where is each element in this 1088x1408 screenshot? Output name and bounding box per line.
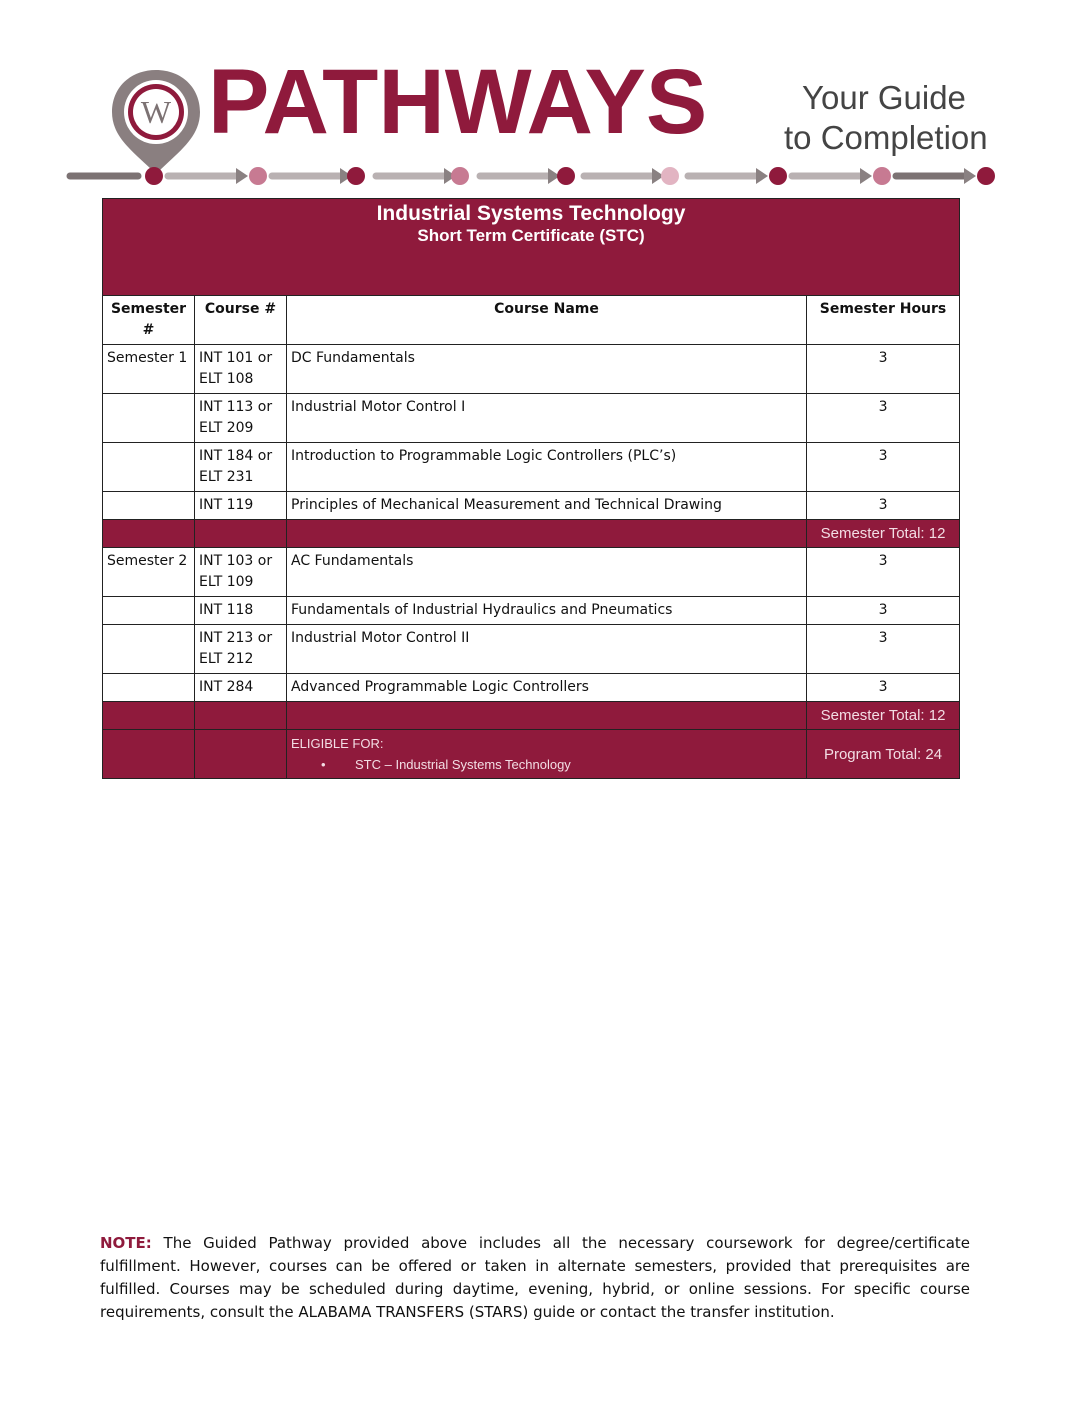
table-row: [103, 674, 960, 702]
course-number: INT 119: [195, 492, 287, 520]
semester-label-empty: [103, 492, 195, 520]
semester-total-row: [103, 520, 960, 548]
note-paragraph: [100, 1232, 970, 1324]
course-name: Introduction to Programmable Logic Controllers (PLC’s): [287, 443, 807, 492]
course-name: Industrial Motor Control II: [287, 625, 807, 674]
course-hours: 3: [807, 548, 960, 597]
course-number: INT 103 or ELT 109: [195, 548, 287, 597]
table-row: [103, 443, 960, 492]
course-hours: 3: [807, 345, 960, 394]
table-row: [103, 345, 960, 394]
course-name: Principles of Mechanical Measurement and Technical Drawing: [287, 492, 807, 520]
tagline: [784, 78, 988, 158]
course-number: INT 284: [195, 674, 287, 702]
eligible-item: • STC – Industrial Systems Technology: [291, 754, 802, 775]
col-course-name: Course Name: [287, 296, 807, 345]
bullet: •: [321, 757, 326, 772]
program-title: Industrial Systems Technology: [376, 202, 686, 225]
col-semester: Semester #: [103, 296, 195, 345]
course-name: Fundamentals of Industrial Hydraulics and Pneumatics: [287, 597, 807, 625]
pathways-header: [60, 51, 1000, 190]
note-label: NOTE:: [100, 1234, 152, 1252]
course-hours: 3: [807, 492, 960, 520]
pathway-table: [102, 198, 960, 779]
course-hours: 3: [807, 394, 960, 443]
semester1-total: Semester Total: 12: [807, 520, 960, 548]
table-title-cell: [103, 199, 960, 296]
course-hours: 3: [807, 443, 960, 492]
course-name: Industrial Motor Control I: [287, 394, 807, 443]
course-hours: 3: [807, 597, 960, 625]
table-row: [103, 492, 960, 520]
semester-total-row: [103, 702, 960, 730]
pathway-track: [60, 160, 1000, 196]
eligible-label: ELIGIBLE FOR:: [291, 736, 384, 751]
program-subtitle: Short Term Certificate (STC): [417, 226, 645, 245]
table-title-row: [103, 199, 960, 296]
course-number: INT 213 or ELT 212: [195, 625, 287, 674]
table-row: [103, 548, 960, 597]
eligibility-cell: [287, 730, 807, 779]
course-number: INT 113 or ELT 209: [195, 394, 287, 443]
semester-label-empty: [103, 394, 195, 443]
column-header-row: [103, 296, 960, 345]
course-number: INT 184 or ELT 231: [195, 443, 287, 492]
note-text: The Guided Pathway provided above includes all the necessary coursework for degree/certificate fulfillment. However, courses can be offered or taken in alternate semesters, provided that prerequisites are fulfilled. Courses may be scheduled during daytime, evening, hybrid, or online sessions. For specific course requirements, consult the ALABAMA TRANSFERS (STARS) guide or contact the transfer institution.: [100, 1234, 970, 1321]
course-hours: 3: [807, 625, 960, 674]
semester2-total: Semester Total: 12: [807, 702, 960, 730]
course-name: Advanced Programmable Logic Controllers: [287, 674, 807, 702]
brand-title: PATHWAYS: [208, 51, 708, 153]
semester-label: Semester 2: [103, 548, 195, 597]
table-row: [103, 625, 960, 674]
course-number: INT 101 or ELT 108: [195, 345, 287, 394]
table-row: [103, 597, 960, 625]
eligibility-row: [103, 730, 960, 779]
course-number: INT 118: [195, 597, 287, 625]
semester-label-empty: [103, 443, 195, 492]
col-course-number: Course #: [195, 296, 287, 345]
semester-label: Semester 1: [103, 345, 195, 394]
semester-label-empty: [103, 625, 195, 674]
semester-label-empty: [103, 674, 195, 702]
tagline-line1: Your Guide: [802, 79, 966, 116]
course-hours: 3: [807, 674, 960, 702]
course-name: DC Fundamentals: [287, 345, 807, 394]
program-total: Program Total: 24: [807, 730, 960, 779]
col-semester-hours: Semester Hours: [807, 296, 960, 345]
course-name: AC Fundamentals: [287, 548, 807, 597]
table-row: [103, 394, 960, 443]
tagline-line2: to Completion: [784, 119, 988, 156]
semester-label-empty: [103, 597, 195, 625]
logo-letter: W: [140, 94, 172, 130]
